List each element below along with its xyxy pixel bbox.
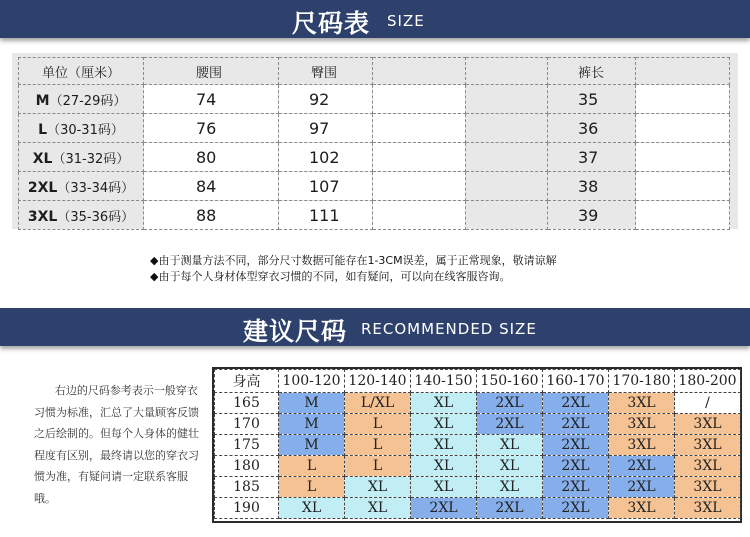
recommend-description: 右边的尺码参考表示一般穿衣习惯为标准，汇总了大量顾客反馈之后绘制的。但每个人身体的健壮程度有区别，最终请以您的穿衣习惯为准，有疑问请一定联系客服哦。 (34, 384, 199, 505)
empty-cell (636, 172, 730, 201)
empty-cell (373, 172, 466, 201)
recommend-banner (0, 308, 750, 346)
note-measurement: ◆由于测量方法不同，部分尺寸数据可能存在1-3CM误差，属于正常现象，敬请谅解 (150, 254, 557, 267)
empty-cell (373, 114, 466, 143)
hip-value: 92 (279, 85, 373, 114)
height-value: 175 (215, 435, 279, 456)
recommend-row (215, 435, 741, 456)
height-value: 180 (215, 456, 279, 477)
size-chart-title-en: SIZE (387, 12, 425, 30)
header-waist: 腰围 (144, 58, 279, 85)
header-height-range: 160-170 (543, 370, 609, 393)
length-value: 38 (548, 172, 636, 201)
size-table (18, 57, 730, 230)
empty-cell (373, 85, 466, 114)
recommended-size-cell: XL (411, 414, 477, 435)
hip-value: 107 (279, 172, 373, 201)
recommended-size-cell: 3XL (609, 498, 675, 519)
recommended-size-cell: 3XL (609, 435, 675, 456)
recommended-size-cell: M (279, 393, 345, 414)
empty-cell (373, 201, 466, 230)
size-label: XL（31-32码） (19, 143, 144, 172)
recommend-row (215, 414, 741, 435)
recommended-size-cell: L (345, 456, 411, 477)
recommended-size-cell: L (279, 477, 345, 498)
header-height-range: 170-180 (609, 370, 675, 393)
header-height-range: 120-140 (345, 370, 411, 393)
recommended-size-cell: L (279, 456, 345, 477)
recommended-size-cell: 3XL (675, 498, 741, 519)
recommended-size-cell: 3XL (609, 393, 675, 414)
header-height-range: 150-160 (477, 370, 543, 393)
size-table-header (19, 58, 730, 85)
size-notes (150, 253, 557, 285)
recommended-size-cell: L (345, 435, 411, 456)
recommended-size-cell: XL (279, 498, 345, 519)
size-row (19, 85, 730, 114)
empty-cell (466, 172, 548, 201)
recommended-size-cell: 3XL (675, 456, 741, 477)
size-row (19, 114, 730, 143)
hip-value: 111 (279, 201, 373, 230)
recommended-size-cell: XL (411, 393, 477, 414)
height-value: 165 (215, 393, 279, 414)
recommended-size-cell: 3XL (675, 414, 741, 435)
recommended-size-cell: XL (477, 456, 543, 477)
size-label: L（30-31码） (19, 114, 144, 143)
length-value: 37 (548, 143, 636, 172)
header-height-range: 100-120 (279, 370, 345, 393)
recommended-size-cell: XL (345, 477, 411, 498)
recommended-size-cell: 3XL (675, 435, 741, 456)
waist-value: 88 (144, 201, 279, 230)
recommend-table (214, 369, 741, 519)
empty-cell (466, 114, 548, 143)
hip-value: 102 (279, 143, 373, 172)
recommended-size-cell: XL (411, 456, 477, 477)
recommend-header-row (215, 370, 741, 393)
empty-cell (466, 85, 548, 114)
recommend-row (215, 498, 741, 519)
recommend-row (215, 477, 741, 498)
header-height: 身高 (215, 370, 279, 393)
recommended-size-cell: 2XL (543, 435, 609, 456)
header-empty-3 (636, 58, 730, 85)
empty-cell (636, 201, 730, 230)
size-label: 3XL（35-36码） (19, 201, 144, 230)
size-row (19, 172, 730, 201)
empty-cell (636, 114, 730, 143)
empty-cell (636, 85, 730, 114)
size-label: 2XL（33-34码） (19, 172, 144, 201)
header-empty-1 (373, 58, 466, 85)
recommended-size-cell: 3XL (609, 414, 675, 435)
size-chart-banner (0, 0, 750, 38)
height-value: 170 (215, 414, 279, 435)
recommended-size-cell: 2XL (609, 477, 675, 498)
recommend-title: 建议尺码 (243, 317, 348, 346)
recommended-size-cell: XL (345, 498, 411, 519)
recommended-size-cell: XL (411, 477, 477, 498)
empty-cell (636, 143, 730, 172)
header-length: 裤长 (548, 58, 636, 85)
recommend-row (215, 456, 741, 477)
waist-value: 76 (144, 114, 279, 143)
recommended-size-cell: M (279, 435, 345, 456)
note-body-type: ◆由于每个人身材体型穿衣习惯的不同，如有疑问，可以向在线客服咨询。 (150, 270, 511, 283)
height-value: 185 (215, 477, 279, 498)
recommended-size-cell: 2XL (543, 414, 609, 435)
recommended-size-cell: XL (477, 477, 543, 498)
waist-value: 84 (144, 172, 279, 201)
size-label: M（27-29码） (19, 85, 144, 114)
recommended-size-cell: 2XL (477, 414, 543, 435)
size-chart-title: 尺码表 (292, 9, 371, 38)
recommended-size-cell: 2XL (543, 498, 609, 519)
header-unit: 单位（厘米） (19, 58, 144, 85)
recommend-row (215, 393, 741, 414)
waist-value: 80 (144, 143, 279, 172)
recommended-size-cell: 2XL (477, 498, 543, 519)
recommended-size-cell: 2XL (411, 498, 477, 519)
height-value: 190 (215, 498, 279, 519)
hip-value: 97 (279, 114, 373, 143)
recommended-size-cell: XL (477, 435, 543, 456)
recommended-size-cell: 2XL (543, 477, 609, 498)
recommended-size-cell: 2XL (609, 456, 675, 477)
recommended-size-cell: 3XL (675, 477, 741, 498)
recommended-size-cell: L (345, 414, 411, 435)
recommend-title-en: RECOMMENDED SIZE (361, 320, 537, 338)
empty-cell (466, 143, 548, 172)
length-value: 35 (548, 85, 636, 114)
length-value: 39 (548, 201, 636, 230)
recommended-size-cell: / (675, 393, 741, 414)
empty-cell (466, 201, 548, 230)
size-row (19, 143, 730, 172)
recommended-size-cell: 2XL (543, 456, 609, 477)
recommended-size-cell: 2XL (543, 393, 609, 414)
header-empty-2 (466, 58, 548, 85)
size-row (19, 201, 730, 230)
header-hip: 臀围 (279, 58, 373, 85)
length-value: 36 (548, 114, 636, 143)
empty-cell (373, 143, 466, 172)
recommended-size-cell: L/XL (345, 393, 411, 414)
header-height-range: 180-200 (675, 370, 741, 393)
recommended-size-cell: XL (411, 435, 477, 456)
waist-value: 74 (144, 85, 279, 114)
recommended-size-cell: 2XL (477, 393, 543, 414)
recommended-size-cell: M (279, 414, 345, 435)
header-height-range: 140-150 (411, 370, 477, 393)
